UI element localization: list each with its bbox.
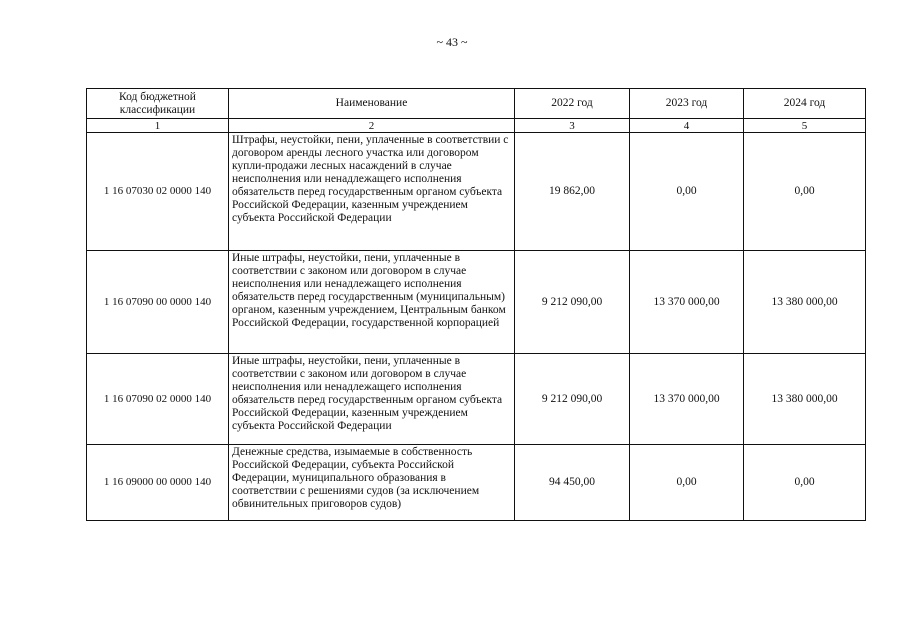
amount-2022-cell: 19 862,00 [515,133,630,251]
column-number: 5 [744,119,866,133]
table-row [87,354,866,445]
amount-2024-cell: 13 380 000,00 [744,251,866,354]
budget-revenue-table [86,88,866,521]
name-cell: Иные штрафы, неустойки, пени, уплаченные в соответствии с законом или договором в случае неисполнения или ненадлежащего исполнения обязательств перед государственным органом субъекта Российской Федерации, казенным учреждением субъекта Российской Федерации [229,354,515,445]
amount-2023-cell: 13 370 000,00 [630,354,744,445]
amount-2024-cell: 0,00 [744,133,866,251]
column-number: 2 [229,119,515,133]
column-number: 4 [630,119,744,133]
name-cell: Штрафы, неустойки, пени, уплаченные в соответствии с договором аренды лесного участка или договором купли-продажи лесных насаждений в случае неисполнения или ненадлежащего исполнения обязательств перед государственным органом субъекта Российской Федерации, казенным учреждением субъекта Российской Федерации [229,133,515,251]
budget-code-cell: 1 16 09000 00 0000 140 [87,445,229,521]
amount-2024-cell: 13 380 000,00 [744,354,866,445]
name-cell: Денежные средства, изымаемые в собственность Российской Федерации, субъекта Российской Федерации, муниципального образования в соответствии с решениями судов (за исключением обвинительных приговоров судов) [229,445,515,521]
header-name: Наименование [229,89,515,119]
amount-2022-cell: 9 212 090,00 [515,251,630,354]
table-row [87,133,866,251]
page-number: ~ 43 ~ [436,35,468,49]
amount-2023-cell: 0,00 [630,133,744,251]
column-number: 3 [515,119,630,133]
table-row [87,445,866,521]
table-row [87,251,866,354]
header-year-2024: 2024 год [744,89,866,119]
amount-2023-cell: 13 370 000,00 [630,251,744,354]
amount-2023-cell: 0,00 [630,445,744,521]
table-header-row [87,89,866,119]
budget-code-cell: 1 16 07090 02 0000 140 [87,354,229,445]
column-number-row [87,119,866,133]
amount-2022-cell: 94 450,00 [515,445,630,521]
name-cell: Иные штрафы, неустойки, пени, уплаченные в соответствии с законом или договором в случае неисполнения или ненадлежащего исполнения обязательств перед государственным (муниципальным) органом, казенным учреждением, Центральным банком Российской Федерации, государственной корпорацией [229,251,515,354]
budget-code-cell: 1 16 07030 02 0000 140 [87,133,229,251]
amount-2022-cell: 9 212 090,00 [515,354,630,445]
header-budget-code: Код бюджетной классификации [87,89,229,119]
budget-code-cell: 1 16 07090 00 0000 140 [87,251,229,354]
column-number: 1 [87,119,229,133]
header-year-2023: 2023 год [630,89,744,119]
header-year-2022: 2022 год [515,89,630,119]
amount-2024-cell: 0,00 [744,445,866,521]
